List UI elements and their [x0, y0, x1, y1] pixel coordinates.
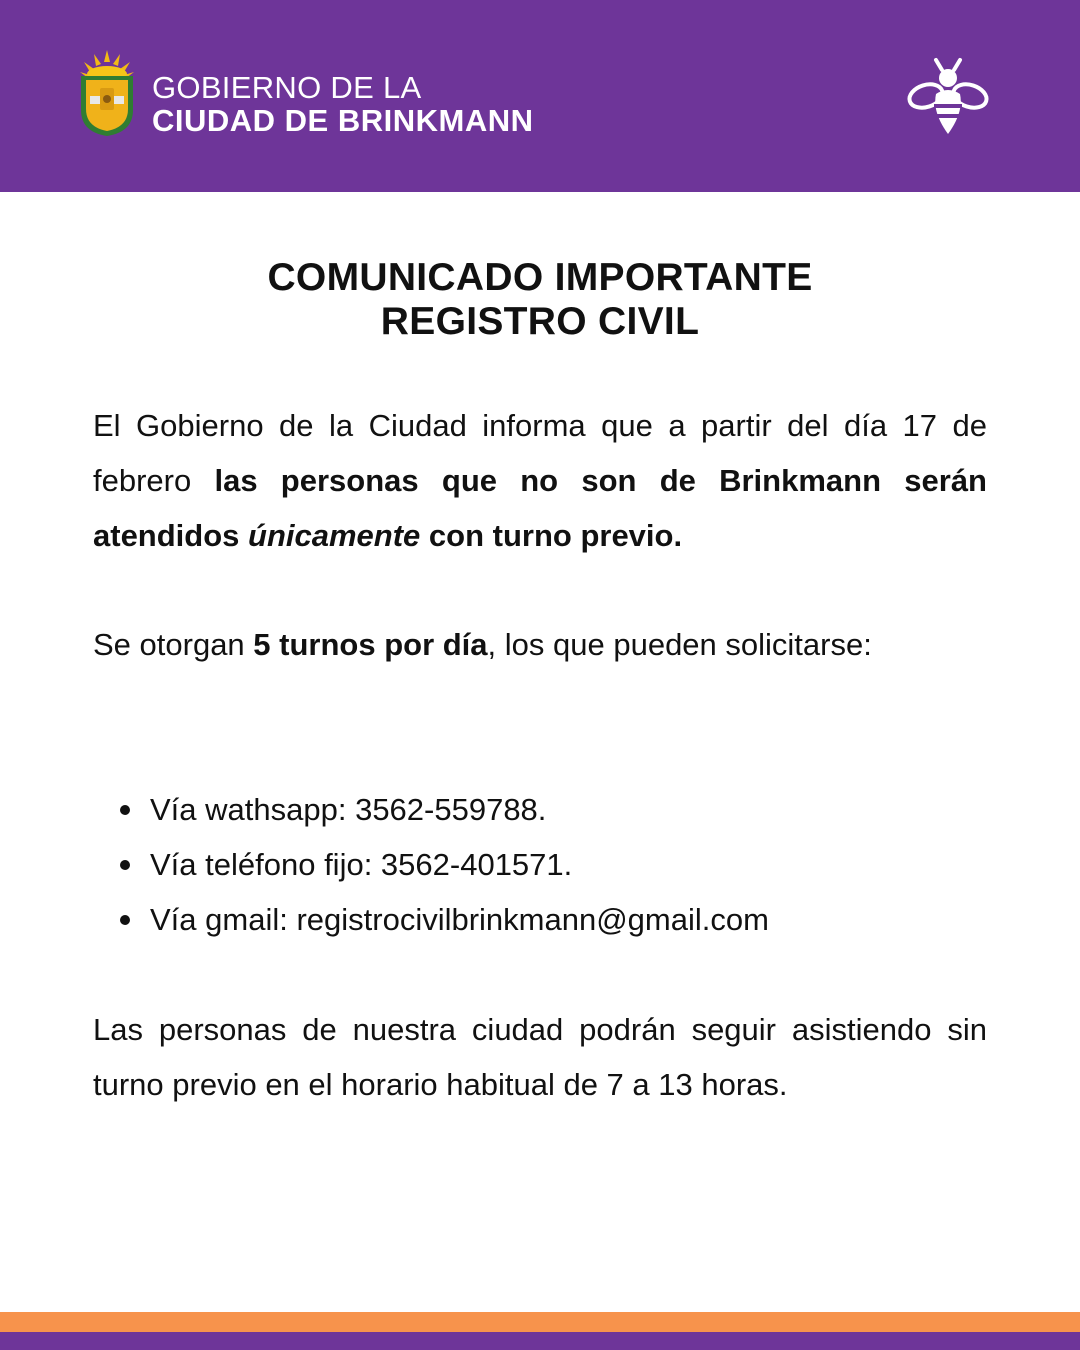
announcement-bold-a: las personas que no son de Brinkmann serán atendidos: [93, 463, 987, 553]
contact-email: Vía gmail: registrocivilbrinkmann@gmail.com: [150, 902, 769, 937]
list-item: [93, 782, 987, 837]
contact-whatsapp: Vía wathsapp: 3562-559788.: [150, 792, 547, 827]
brand-name: [152, 72, 534, 136]
footer-stripe-orange: [0, 1312, 1080, 1332]
page-title: [0, 256, 1080, 344]
bullet-icon: [120, 915, 130, 925]
contact-list: [93, 782, 987, 947]
turnos-intro: Se otorgan: [93, 627, 254, 662]
paragraph-local-residents: Las personas de nuestra ciudad podrán seguir asistiendo sin turno previo en el horario habitual de 7 a 13 horas.: [93, 1012, 987, 1102]
title-line-2: REGISTRO CIVIL: [380, 300, 700, 343]
city-crest-icon: [76, 48, 138, 138]
turnos-count: 5 turnos por día: [253, 627, 488, 662]
paragraph-turnos: [93, 617, 987, 672]
bullet-icon: [120, 805, 130, 815]
contact-phone: Vía teléfono fijo: 3562-401571.: [150, 847, 573, 882]
header-banner: [0, 0, 1080, 192]
paragraph-announcement: [93, 398, 987, 563]
bullet-icon: [120, 860, 130, 870]
title-line-1: COMUNICADO IMPORTANTE: [267, 256, 813, 299]
announcement-intro: El Gobierno de la Ciudad informa que a partir del día 17 de febrero: [93, 408, 987, 498]
announcement-emphasis: únicamente: [248, 518, 421, 553]
announcement-bold-b: con turno previo.: [420, 518, 683, 553]
footer-stripe-purple: [0, 1332, 1080, 1350]
list-item: [93, 837, 987, 892]
list-item: [93, 892, 987, 947]
brand-line-2: CIUDAD DE BRINKMANN: [152, 103, 534, 138]
turnos-rest: , los que pueden solicitarse:: [487, 627, 872, 662]
brand-line-1: GOBIERNO DE LA: [152, 70, 422, 105]
bee-icon: [906, 56, 990, 140]
